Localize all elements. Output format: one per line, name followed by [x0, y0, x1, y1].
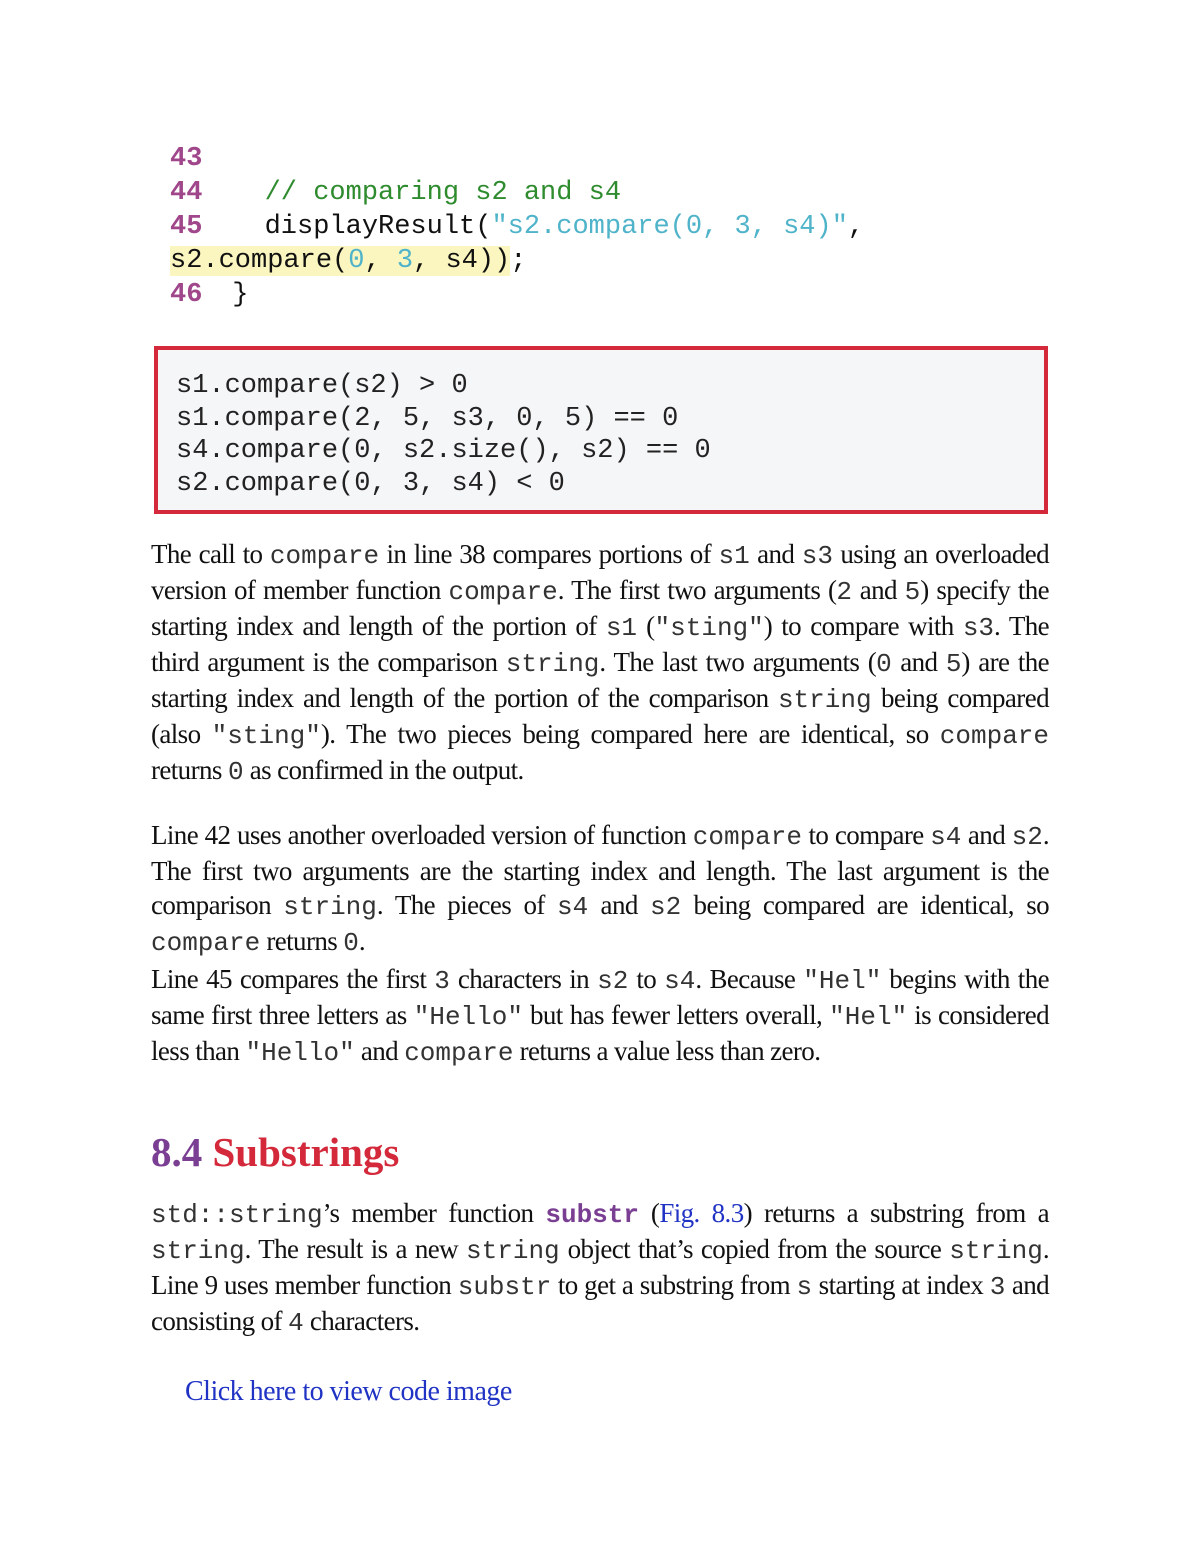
output-line: s2.compare(0, 3, s4) < 0 — [176, 468, 565, 499]
text-run: starting at index — [812, 1270, 990, 1300]
inline-code: s3 — [801, 541, 833, 571]
inline-code: "sting" — [211, 721, 321, 751]
inline-code: 0 — [876, 649, 892, 679]
code-line-43 — [170, 142, 1050, 176]
text-run: . — [358, 926, 366, 956]
highlighted-expression — [170, 246, 510, 276]
inline-code: s2 — [1011, 822, 1043, 852]
inline-code: string — [949, 1236, 1043, 1266]
code-line-46 — [170, 278, 1050, 312]
text-run: object that’s copied from the source — [559, 1234, 950, 1264]
inline-code: compare — [404, 1038, 514, 1068]
inline-code: substr — [457, 1272, 552, 1302]
text-run: to compare — [801, 820, 931, 850]
inline-code: 3 — [989, 1272, 1006, 1302]
inline-code: "sting" — [654, 613, 764, 643]
section-heading — [151, 1126, 399, 1178]
inline-code: compare — [269, 541, 380, 571]
text-run: being compared are identical, so — [681, 890, 1050, 920]
inline-code: string — [151, 1236, 245, 1266]
text-run: and — [588, 890, 651, 920]
inline-code: 4 — [288, 1308, 304, 1338]
inline-code: s — [796, 1272, 813, 1302]
inline-code: s1 — [718, 541, 750, 571]
inline-code: string — [283, 892, 377, 922]
output-line: s1.compare(2, 5, s3, 0, 5) == 0 — [176, 403, 679, 434]
text-run: ( — [637, 611, 655, 641]
inline-code: 0 — [227, 757, 244, 787]
inline-code: compare — [151, 928, 261, 958]
inline-code: s4 — [930, 822, 962, 852]
text-run: begins with the same first three letters as — [151, 964, 1049, 1030]
text-run: . Line 9 uses member function — [151, 1234, 1050, 1300]
inline-code: s4 — [664, 966, 696, 996]
code-number: 0 — [348, 246, 365, 276]
inline-code: 5 — [945, 649, 962, 679]
figure-link[interactable]: Fig. 8.3 — [659, 1198, 744, 1228]
inline-code: s3 — [962, 613, 995, 643]
inline-code: string — [777, 685, 872, 715]
paragraph-compare-line-42 — [151, 818, 1049, 960]
text-run: to — [628, 964, 665, 994]
text-run: and — [961, 820, 1012, 850]
inline-code: string — [466, 1236, 560, 1266]
inline-code: string — [505, 649, 600, 679]
inline-code: std::string — [151, 1200, 323, 1230]
text-run: and — [749, 539, 802, 569]
inline-code: s2 — [597, 966, 629, 996]
text-run: is considered less than — [151, 1000, 1050, 1066]
text-run: characters. — [303, 1306, 420, 1336]
code-comment: // comparing s2 and s4 — [264, 178, 622, 208]
output-line: s1.compare(s2) > 0 — [176, 371, 468, 401]
view-code-image-link[interactable]: Click here to view code image — [185, 1376, 512, 1407]
inline-code: s4 — [557, 892, 589, 922]
text-run: but has fewer letters overall, — [522, 1000, 830, 1030]
code-line-45 — [170, 210, 1050, 244]
text-run: ) to compare with — [763, 611, 963, 641]
text-run: . The pieces of — [376, 890, 558, 920]
text-run: Line 45 compares the first — [151, 964, 435, 994]
text-run: and — [354, 1036, 405, 1066]
code-string: "s2.compare(0, 3, s4)" — [491, 212, 848, 242]
paragraph-substr — [151, 1196, 1049, 1340]
text-run: and — [851, 575, 905, 605]
text-run: Line 42 uses another overloaded version of function — [151, 820, 693, 850]
text-run: ) returns a substring from a — [743, 1198, 1049, 1228]
inline-code: substr — [545, 1200, 639, 1230]
code-brace: } — [232, 280, 249, 310]
code-listing — [170, 142, 1050, 312]
text-run: returns a value less than zero. — [513, 1036, 821, 1066]
inline-code: 5 — [904, 577, 921, 607]
code-punct: ; — [510, 246, 527, 276]
inline-code: "Hello" — [245, 1038, 355, 1068]
text-run: and consisting of — [151, 1270, 1049, 1336]
paragraph-compare-line-38 — [151, 537, 1049, 789]
text-run: . The third argument is the comparison — [151, 611, 1049, 677]
text-run: . The last two arguments ( — [599, 647, 877, 677]
inline-code: s1 — [605, 613, 638, 643]
text-run: returns — [151, 755, 228, 785]
code-line-44 — [170, 176, 1050, 210]
section-number: 8.4 — [151, 1129, 203, 1175]
inline-code: 0 — [343, 928, 359, 958]
line-number: 44 — [170, 178, 203, 208]
text-run: . Because — [695, 964, 804, 994]
inline-code: "Hel" — [803, 966, 882, 996]
code-call: displayResult( — [264, 212, 492, 242]
text-run: as confirmed in the output. — [243, 755, 524, 785]
line-number: 43 — [170, 144, 203, 174]
text-run: using an overloaded version of member function — [151, 539, 1050, 605]
output-line: s4.compare(0, s2.size(), s2) == 0 — [176, 436, 711, 466]
inline-code: "Hel" — [829, 1002, 908, 1032]
code-number: 3 — [396, 246, 414, 276]
code-line-45-wrap — [170, 244, 1050, 278]
code-text: , — [364, 246, 397, 276]
text-run: being compared (also — [151, 683, 1049, 749]
inline-code: "Hello" — [413, 1002, 523, 1032]
text-run: and — [891, 647, 946, 677]
text-run: characters in — [449, 964, 598, 994]
program-output-box — [154, 346, 1048, 514]
text-run: . The first two arguments are the starting index and length. The last argument is the comparison — [151, 820, 1050, 920]
line-number: 46 — [170, 280, 203, 310]
text-run: returns — [260, 926, 344, 956]
text-run: The call to — [151, 539, 270, 569]
line-number: 45 — [170, 212, 203, 242]
text-run: ) specify the starting index and length of the portion of — [151, 575, 1050, 641]
code-text: s2.compare( — [170, 246, 349, 276]
text-run: ) are the starting index and length of the portion of the comparison — [151, 647, 1050, 713]
inline-code: compare — [692, 822, 802, 852]
text-run: . The result is a new — [244, 1234, 467, 1264]
inline-code: compare — [448, 577, 558, 607]
text-run: ’s member function — [322, 1198, 546, 1228]
inline-code: compare — [939, 721, 1050, 751]
text-run: ( — [638, 1198, 660, 1228]
paragraph-compare-line-45 — [151, 962, 1049, 1070]
text-run: to get a substring from — [551, 1270, 797, 1300]
text-run: ). The two pieces being compared here are identical, so — [320, 719, 940, 749]
inline-code: 3 — [434, 966, 450, 996]
text-run: . The first two arguments ( — [557, 575, 837, 605]
inline-code: 2 — [836, 577, 852, 607]
text-run: in line 38 compares portions of — [379, 539, 719, 569]
code-punct: , — [847, 212, 865, 242]
code-text: , s4)) — [413, 246, 511, 276]
section-title: Substrings — [212, 1129, 400, 1175]
inline-code: s2 — [650, 892, 682, 922]
